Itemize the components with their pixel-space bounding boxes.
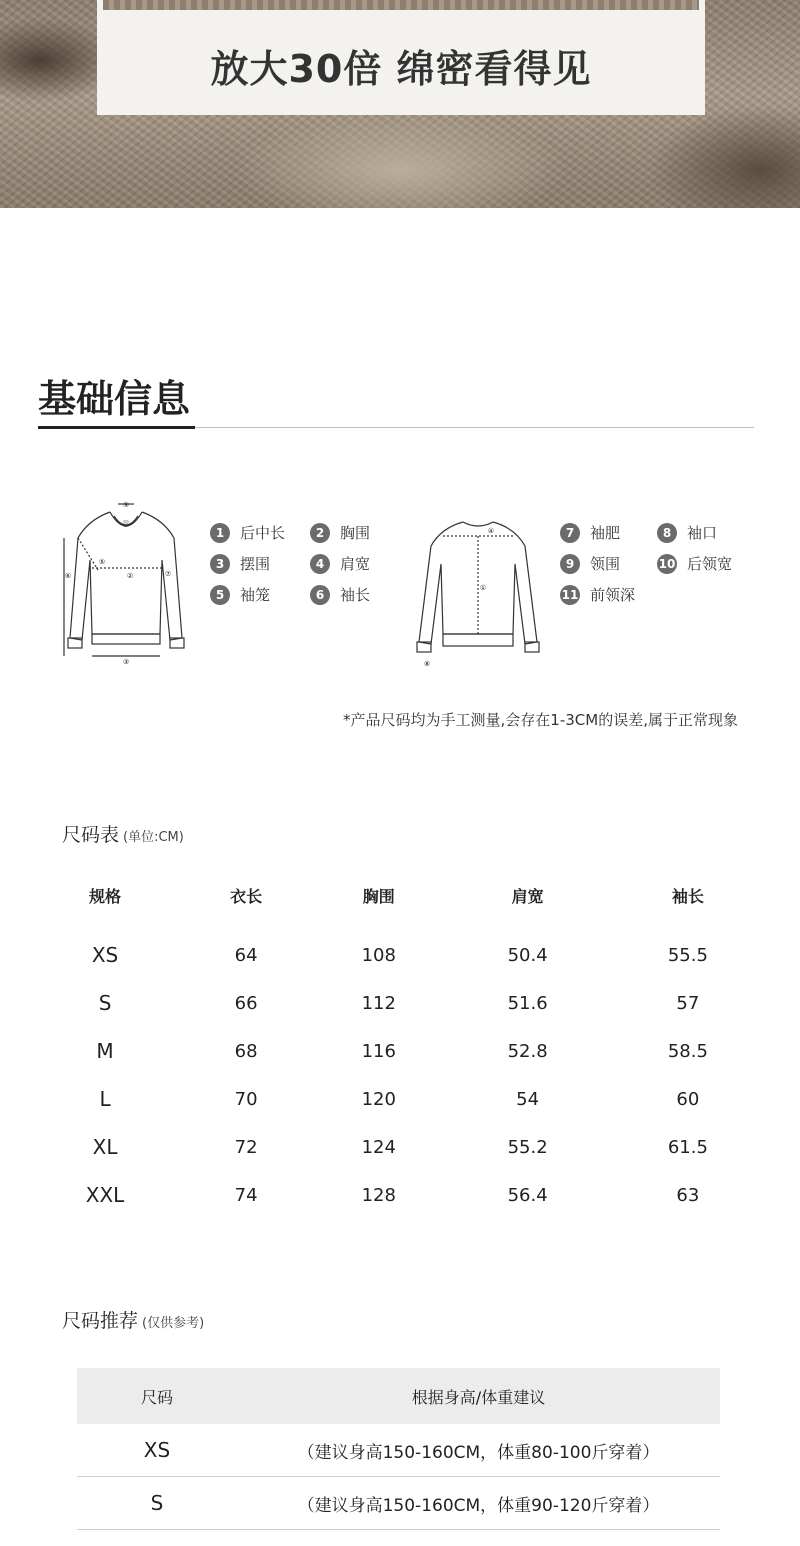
sleeve-cell: 61.5 <box>667 1136 708 1158</box>
legend-label: 领围 <box>590 555 621 573</box>
legend-left <box>210 522 390 612</box>
recommend-heading <box>62 1306 204 1333</box>
back-marker-1: ① <box>479 584 487 592</box>
section-title: 基础信息 <box>38 377 191 421</box>
shoulder-cell: 56.4 <box>507 1184 548 1206</box>
table-row <box>28 1123 768 1171</box>
advice-cell: （建议身高150-160CM，体重90-120斤穿着） <box>237 1477 720 1530</box>
sleeve-cell: 63 <box>676 1184 700 1206</box>
front-marker-3: ③ <box>122 658 130 666</box>
badge-7-icon: 7 <box>560 523 580 543</box>
badge-2-icon: 2 <box>310 523 330 543</box>
badge-10-icon: 10 <box>657 554 677 574</box>
legend-label: 后中长 <box>240 524 286 542</box>
advice-cell: （建议身高150-160CM，体重80-100斤穿着） <box>237 1424 720 1477</box>
legend-label: 前领深 <box>590 586 636 604</box>
size-cell: L <box>99 1087 111 1111</box>
size-cell: XL <box>92 1135 118 1159</box>
size-table-heading <box>62 820 184 847</box>
badge-5-icon: 5 <box>210 585 230 605</box>
shoulder-cell: 51.6 <box>507 992 548 1014</box>
legend-item-7 <box>560 522 620 543</box>
table-row <box>28 915 768 979</box>
front-marker-5: ⑤ <box>98 558 106 566</box>
badge-3-icon: 3 <box>210 554 230 574</box>
column-header: 规格 <box>89 886 122 906</box>
table-row <box>28 979 768 1027</box>
measurement-note: *产品尺码均为手工测量,会存在1-3CM的误差,属于正常现象 <box>343 711 738 729</box>
front-marker-9: ⑨ <box>122 501 130 509</box>
chest-cell: 128 <box>361 1184 396 1206</box>
size-cell: M <box>96 1039 114 1063</box>
badge-1-icon: 1 <box>210 523 230 543</box>
legend-item-2 <box>310 522 370 543</box>
size-table <box>28 875 768 1219</box>
column-header: 尺码 <box>77 1368 237 1424</box>
column-header: 袖长 <box>671 886 704 906</box>
legend-label: 袖长 <box>340 586 371 604</box>
table-row <box>77 1477 720 1530</box>
recommend-header-row <box>77 1368 720 1424</box>
shoulder-cell: 55.2 <box>507 1136 548 1158</box>
legend-label: 袖口 <box>687 524 718 542</box>
hero-title-card <box>97 0 705 115</box>
column-header: 胸围 <box>362 886 395 906</box>
column-header: 衣长 <box>230 886 263 906</box>
legend-label: 胸围 <box>340 524 371 542</box>
sweater-front-diagram <box>58 498 193 670</box>
badge-4-icon: 4 <box>310 554 330 574</box>
legend-label: 肩宽 <box>340 555 371 573</box>
size-cell: XS <box>91 943 119 967</box>
hero-texture-strip <box>103 0 699 10</box>
shoulder-cell: 52.8 <box>507 1040 548 1062</box>
sleeve-cell: 58.5 <box>667 1040 708 1062</box>
hero-title: 放大30倍 绵密看得见 <box>210 47 592 91</box>
length-cell: 72 <box>234 1136 258 1158</box>
back-marker-8: ⑧ <box>423 660 431 668</box>
front-marker-11: ⑪ <box>122 520 130 528</box>
legend-label: 袖肥 <box>590 524 621 542</box>
table-row <box>28 1075 768 1123</box>
legend-item-10 <box>657 553 732 574</box>
legend-label: 摆围 <box>240 555 271 573</box>
chest-cell: 120 <box>361 1088 396 1110</box>
legend-label: 后领宽 <box>687 555 733 573</box>
length-cell: 74 <box>234 1184 258 1206</box>
back-marker-4: ④ <box>487 527 495 535</box>
sleeve-cell: 55.5 <box>667 944 708 966</box>
shoulder-cell: 50.4 <box>507 944 548 966</box>
legend-item-11 <box>560 584 635 605</box>
hero-banner <box>0 0 800 208</box>
length-cell: 64 <box>234 944 258 966</box>
recommend-table <box>77 1368 720 1530</box>
legend-right <box>560 522 760 612</box>
badge-6-icon: 6 <box>310 585 330 605</box>
badge-11-icon: 11 <box>560 585 580 605</box>
table-row <box>28 1171 768 1219</box>
recommend-title: 尺码推荐 <box>62 1310 139 1332</box>
sleeve-cell: 57 <box>676 992 700 1014</box>
shoulder-cell: 54 <box>516 1088 540 1110</box>
sweater-back-diagram <box>413 516 543 672</box>
size-table-unit: (单位:CM) <box>123 830 184 845</box>
chest-cell: 112 <box>361 992 396 1014</box>
size-table-title: 尺码表 <box>62 824 120 846</box>
table-row <box>77 1424 720 1477</box>
length-cell: 66 <box>234 992 258 1014</box>
chest-cell: 124 <box>361 1136 396 1158</box>
legend-item-3 <box>210 553 270 574</box>
recommend-note: (仅供参考) <box>142 1316 205 1331</box>
front-marker-7: ⑦ <box>164 570 172 578</box>
chest-cell: 108 <box>361 944 396 966</box>
size-cell: S <box>77 1477 237 1530</box>
legend-item-1 <box>210 522 285 543</box>
length-cell: 68 <box>234 1040 258 1062</box>
sleeve-cell: 60 <box>676 1088 700 1110</box>
column-header: 肩宽 <box>511 886 544 906</box>
legend-item-6 <box>310 584 370 605</box>
length-cell: 70 <box>234 1088 258 1110</box>
section-divider-accent <box>38 426 195 429</box>
table-row <box>28 1027 768 1075</box>
legend-item-5 <box>210 584 270 605</box>
column-header: 根据身高/体重建议 <box>237 1368 720 1424</box>
size-table-header-row <box>28 875 768 915</box>
chest-cell: 116 <box>361 1040 396 1062</box>
legend-item-8 <box>657 522 717 543</box>
legend-label: 袖笼 <box>240 586 271 604</box>
badge-8-icon: 8 <box>657 523 677 543</box>
size-cell: XXL <box>85 1183 125 1207</box>
legend-item-4 <box>310 553 370 574</box>
front-marker-6: ⑥ <box>64 572 72 580</box>
badge-9-icon: 9 <box>560 554 580 574</box>
front-marker-2: ② <box>126 572 134 580</box>
legend-item-9 <box>560 553 620 574</box>
size-cell: XS <box>77 1424 237 1477</box>
size-cell: S <box>98 991 112 1015</box>
